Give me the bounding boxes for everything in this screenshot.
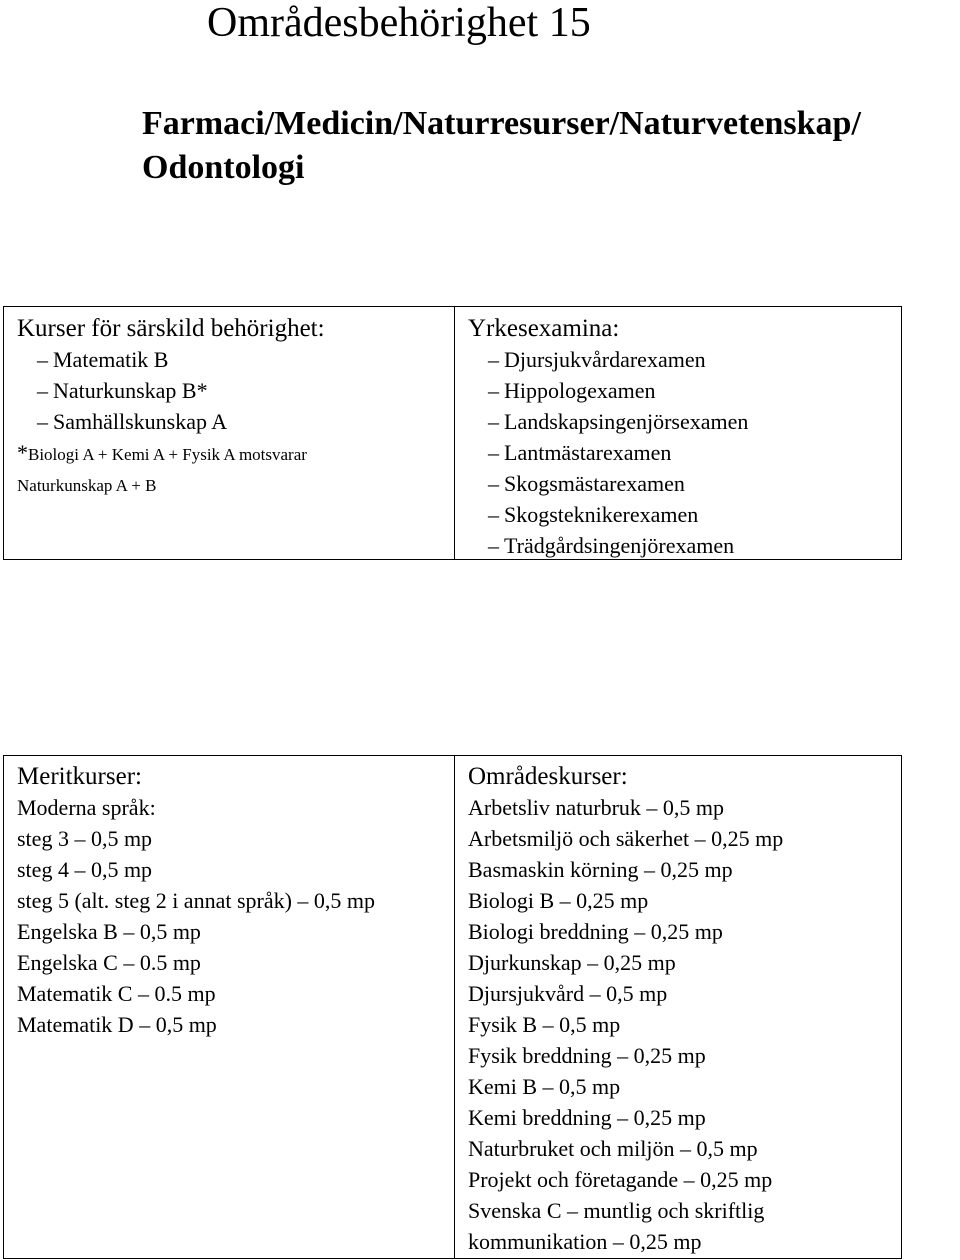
equivalence-note: *Biologi A + Kemi A + Fysik A motsvarar bbox=[17, 440, 307, 465]
area-courses-box bbox=[454, 755, 902, 1259]
dash-icon: – bbox=[37, 378, 48, 403]
equivalence-note-cont: Naturkunskap A + B bbox=[17, 476, 157, 495]
list-item: – Skogsmästarexamen bbox=[468, 468, 901, 499]
list-item: Biologi B – 0,25 mp bbox=[468, 888, 649, 913]
special-courses-heading: Kurser för särskild behörighet: bbox=[17, 315, 325, 342]
list-item: – Landskapsingenjörsexamen bbox=[468, 406, 901, 437]
dash-icon: – bbox=[488, 533, 499, 558]
list-item: – Hippologexamen bbox=[468, 375, 901, 406]
dash-icon: – bbox=[488, 440, 499, 465]
list-item: Matematik D – 0,5 mp bbox=[17, 1012, 217, 1037]
list-item: Arbetsmiljö och säkerhet – 0,25 mp bbox=[468, 826, 784, 851]
dash-icon: – bbox=[37, 347, 48, 372]
list-item: Moderna språk: bbox=[17, 795, 156, 820]
list-item: Matematik C – 0.5 mp bbox=[17, 981, 216, 1006]
list-item: Engelska C – 0.5 mp bbox=[17, 950, 201, 975]
area-courses-heading: Områdeskurser: bbox=[468, 763, 628, 790]
list-item: – Djursjukvårdarexamen bbox=[468, 344, 901, 375]
dash-icon: – bbox=[488, 471, 499, 496]
special-courses-box bbox=[3, 306, 455, 560]
dash-icon: – bbox=[488, 409, 499, 434]
list-item: – Matematik B bbox=[17, 344, 454, 375]
list-item: steg 3 – 0,5 mp bbox=[17, 826, 153, 851]
list-item: – Samhällskunskap A bbox=[17, 406, 454, 437]
list-item: Djursjukvård – 0,5 mp bbox=[468, 981, 668, 1006]
list-item: steg 4 – 0,5 mp bbox=[17, 857, 153, 882]
list-item: Kemi breddning – 0,25 mp bbox=[468, 1105, 706, 1130]
dash-icon: – bbox=[488, 378, 499, 403]
list-item: Svenska C – muntlig och skriftlig kommunikation – 0,25 mp bbox=[468, 1198, 765, 1254]
dash-icon: – bbox=[488, 347, 499, 372]
list-item: Fysik B – 0,5 mp bbox=[468, 1012, 621, 1037]
list-item: – Naturkunskap B* bbox=[17, 375, 454, 406]
list-item: Djurkunskap – 0,25 mp bbox=[468, 950, 676, 975]
vocational-box bbox=[454, 306, 902, 560]
page-subtitle: Farmaci/Medicin/Naturresurser/Naturvetenskap/ Odontologi bbox=[142, 105, 861, 186]
page-title: Områdesbehörighet 15 bbox=[207, 0, 591, 46]
list-item: Naturbruket och miljön – 0,5 mp bbox=[468, 1136, 758, 1161]
dash-icon: – bbox=[37, 409, 48, 434]
merit-courses-heading: Meritkurser: bbox=[17, 763, 142, 790]
list-item: – Lantmästarexamen bbox=[468, 437, 901, 468]
list-item: Arbetsliv naturbruk – 0,5 mp bbox=[468, 795, 725, 820]
list-item: – Skogsteknikerexamen bbox=[468, 499, 901, 530]
list-item: Biologi breddning – 0,25 mp bbox=[468, 919, 723, 944]
list-item: Basmaskin körning – 0,25 mp bbox=[468, 857, 733, 882]
list-item: Fysik breddning – 0,25 mp bbox=[468, 1043, 706, 1068]
dash-icon: – bbox=[488, 502, 499, 527]
list-item: Kemi B – 0,5 mp bbox=[468, 1074, 621, 1099]
list-item: steg 5 (alt. steg 2 i annat språk) – 0,5 mp bbox=[17, 888, 376, 913]
list-item: Projekt och företagande – 0,25 mp bbox=[468, 1167, 773, 1192]
list-item: Engelska B – 0,5 mp bbox=[17, 919, 201, 944]
vocational-heading: Yrkesexamina: bbox=[468, 315, 620, 342]
list-item: – Trädgårdsingenjörexamen bbox=[468, 530, 901, 561]
merit-courses-box bbox=[3, 755, 455, 1259]
